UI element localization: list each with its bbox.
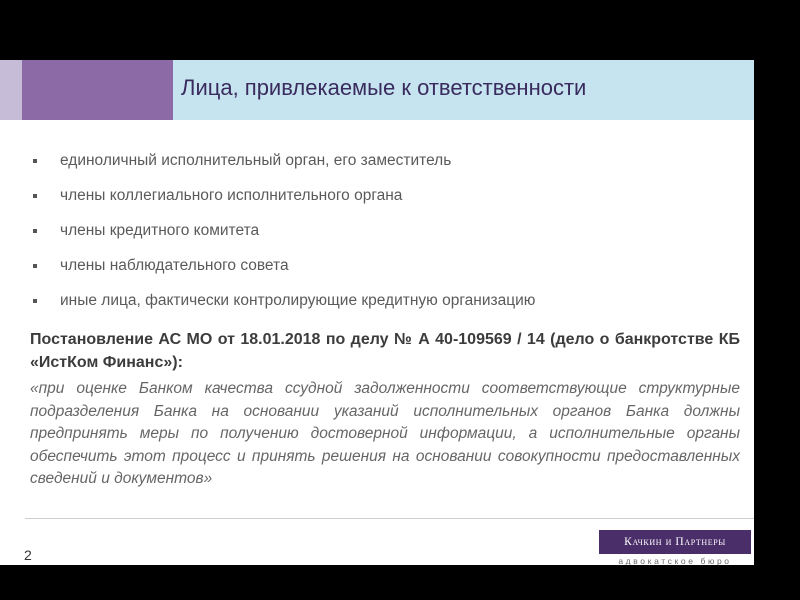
accent-block-purple	[22, 60, 173, 120]
bullet-marker	[33, 229, 37, 233]
bullet-marker	[33, 264, 37, 268]
list-item	[30, 222, 740, 257]
list-item-text: члены кредитного комитета	[60, 222, 260, 239]
list-item-text: единоличный исполнительный орган, его заместитель	[60, 152, 452, 169]
list-item	[30, 292, 740, 327]
list-item	[30, 187, 740, 222]
header-band	[0, 60, 754, 120]
list-item	[30, 152, 740, 187]
list-item	[30, 257, 740, 292]
bullet-list	[30, 152, 740, 327]
list-item-text: члены наблюдательного совета	[60, 257, 289, 274]
firm-logo-subtitle: адвокатское бюро	[618, 556, 732, 565]
bullet-marker	[33, 194, 37, 198]
court-resolution-heading: Постановление АС МО от 18.01.2018 по делу № А 40-109569 / 14 (дело о банкротстве КБ «ИстКом Финанс»):	[30, 331, 740, 371]
list-item-text: иные лица, фактически контролирующие кредитную организацию	[60, 292, 536, 309]
list-item-text: члены коллегиального исполнительного органа	[60, 187, 403, 204]
footer-divider	[25, 518, 754, 519]
slide	[0, 60, 754, 565]
bullet-marker	[33, 159, 37, 163]
accent-block-lilac	[0, 60, 22, 120]
slide-title: Лица, привлекаемые к ответственности	[181, 75, 587, 100]
page-number: 2	[24, 547, 32, 563]
bullet-marker	[33, 299, 37, 303]
court-quote: «при оценке Банком качества ссудной задолженности соответствующие структурные подразделения Банка на основании указаний исполнительных органов Банка должны предпринять меры по получению достоверной информации, а исполнительные органы обеспечить этот процесс и принять решения на основании совокупности предоставленных сведений и документов»	[30, 380, 740, 487]
firm-logo: Качкин и Партнеры	[599, 530, 751, 554]
